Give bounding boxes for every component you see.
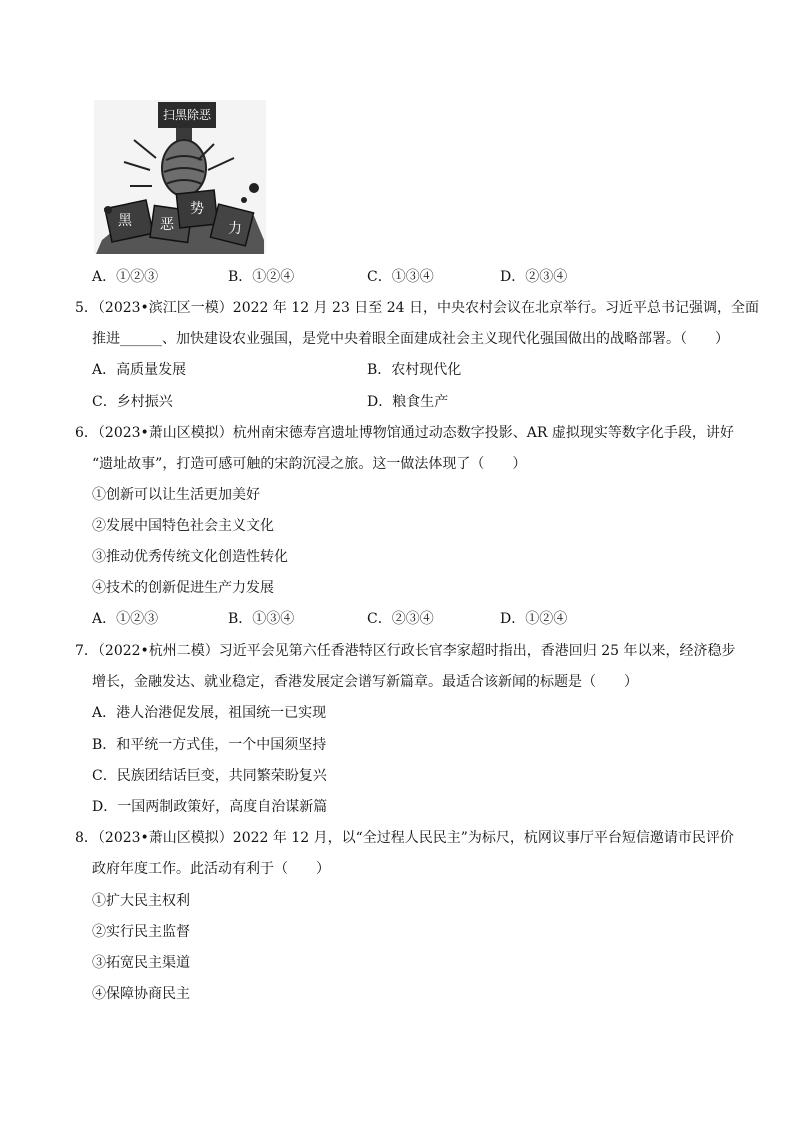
q7-stem-line-2: 增长，金融发达、就业稳定，香港发展定会谱写新篇章。最适合该新闻的标题是（ ） <box>92 674 638 690</box>
q5-option-c: C．乡村振兴 <box>92 394 173 410</box>
q6-option-a: A．①②③ <box>92 611 159 627</box>
q8-item-2: ②实行民主监督 <box>92 924 190 940</box>
q5-stem-line-1: 5．（2023•滨江区一模）2022 年 12 月 23 日至 24 日，中央农村会议在北京举行。习近平总书记强调，全面 <box>75 300 760 316</box>
block-char-2: 恶 <box>160 217 174 233</box>
block-char-1: 黑 <box>118 213 132 229</box>
q6-stem-line-1: 6．（2023•萧山区模拟）杭州南宋德寿宫遗址博物馆通过动态数字投影、AR 虚拟现实等数字化手段，讲好 <box>75 425 734 441</box>
block-char-4: 力 <box>228 221 242 237</box>
q5-option-b: B．农村现代化 <box>367 362 462 378</box>
q4-option-b: B．①②④ <box>228 269 295 285</box>
q6-option-d: D．①②④ <box>500 611 568 627</box>
q8-stem-line-1: 8．（2023•萧山区模拟）2022 年 12 月，以“全过程人民民主”为标尺，杭网议事厅平台短信邀请市民评价 <box>75 830 734 846</box>
q6-stem-line-2: “遗址故事”，打造可感可触的宋韵沉浸之旅。这一做法体现了（ ） <box>92 456 527 472</box>
q8-item-4: ④保障协商民主 <box>92 986 190 1002</box>
q6-option-b: B．①③④ <box>228 611 295 627</box>
q7-option-a: A．港人治港促发展，祖国统一已实现 <box>92 705 327 721</box>
q8-item-1: ①扩大民主权利 <box>92 893 190 909</box>
q6-option-c: C．②③④ <box>367 611 434 627</box>
q5-option-d: D．粮食生产 <box>367 394 449 410</box>
cartoon-illustration <box>94 100 266 254</box>
banner-text: 扫黑除恶 <box>162 108 211 122</box>
block-char-3: 势 <box>190 201 204 217</box>
q8-stem-line-2: 政府年度工作。此活动有利于（ ） <box>92 861 330 877</box>
q4-option-a: A．①②③ <box>92 269 159 285</box>
q4-option-d: D．②③④ <box>500 269 568 285</box>
q5-option-a: A．高质量发展 <box>92 362 187 378</box>
q8-item-3: ③拓宽民主渠道 <box>92 955 190 971</box>
q7-option-c: C．民族团结话巨变，共同繁荣盼复兴 <box>92 768 327 784</box>
q7-stem-line-1: 7．（2022•杭州二模）习近平会见第六任香港特区行政长官李家超时指出，香港回归 25 年以来，经济稳步 <box>75 643 736 659</box>
q6-item-4: ④技术的创新促进生产力发展 <box>92 580 274 596</box>
q7-option-d: D．一国两制政策好，高度自治谋新篇 <box>92 799 328 815</box>
q4-option-c: C．①③④ <box>367 269 434 285</box>
q6-item-1: ①创新可以让生活更加美好 <box>92 487 260 503</box>
q5-stem-line-2: 推进______、加快建设农业强国，是党中央着眼全面建成社会主义现代化强国做出的战略部署。（ ） <box>92 331 729 347</box>
q7-option-b: B．和平统一方式佳，一个中国须坚持 <box>92 737 327 753</box>
q6-item-2: ②发展中国特色社会主义文化 <box>92 518 274 534</box>
q6-item-3: ③推动优秀传统文化创造性转化 <box>92 549 288 565</box>
